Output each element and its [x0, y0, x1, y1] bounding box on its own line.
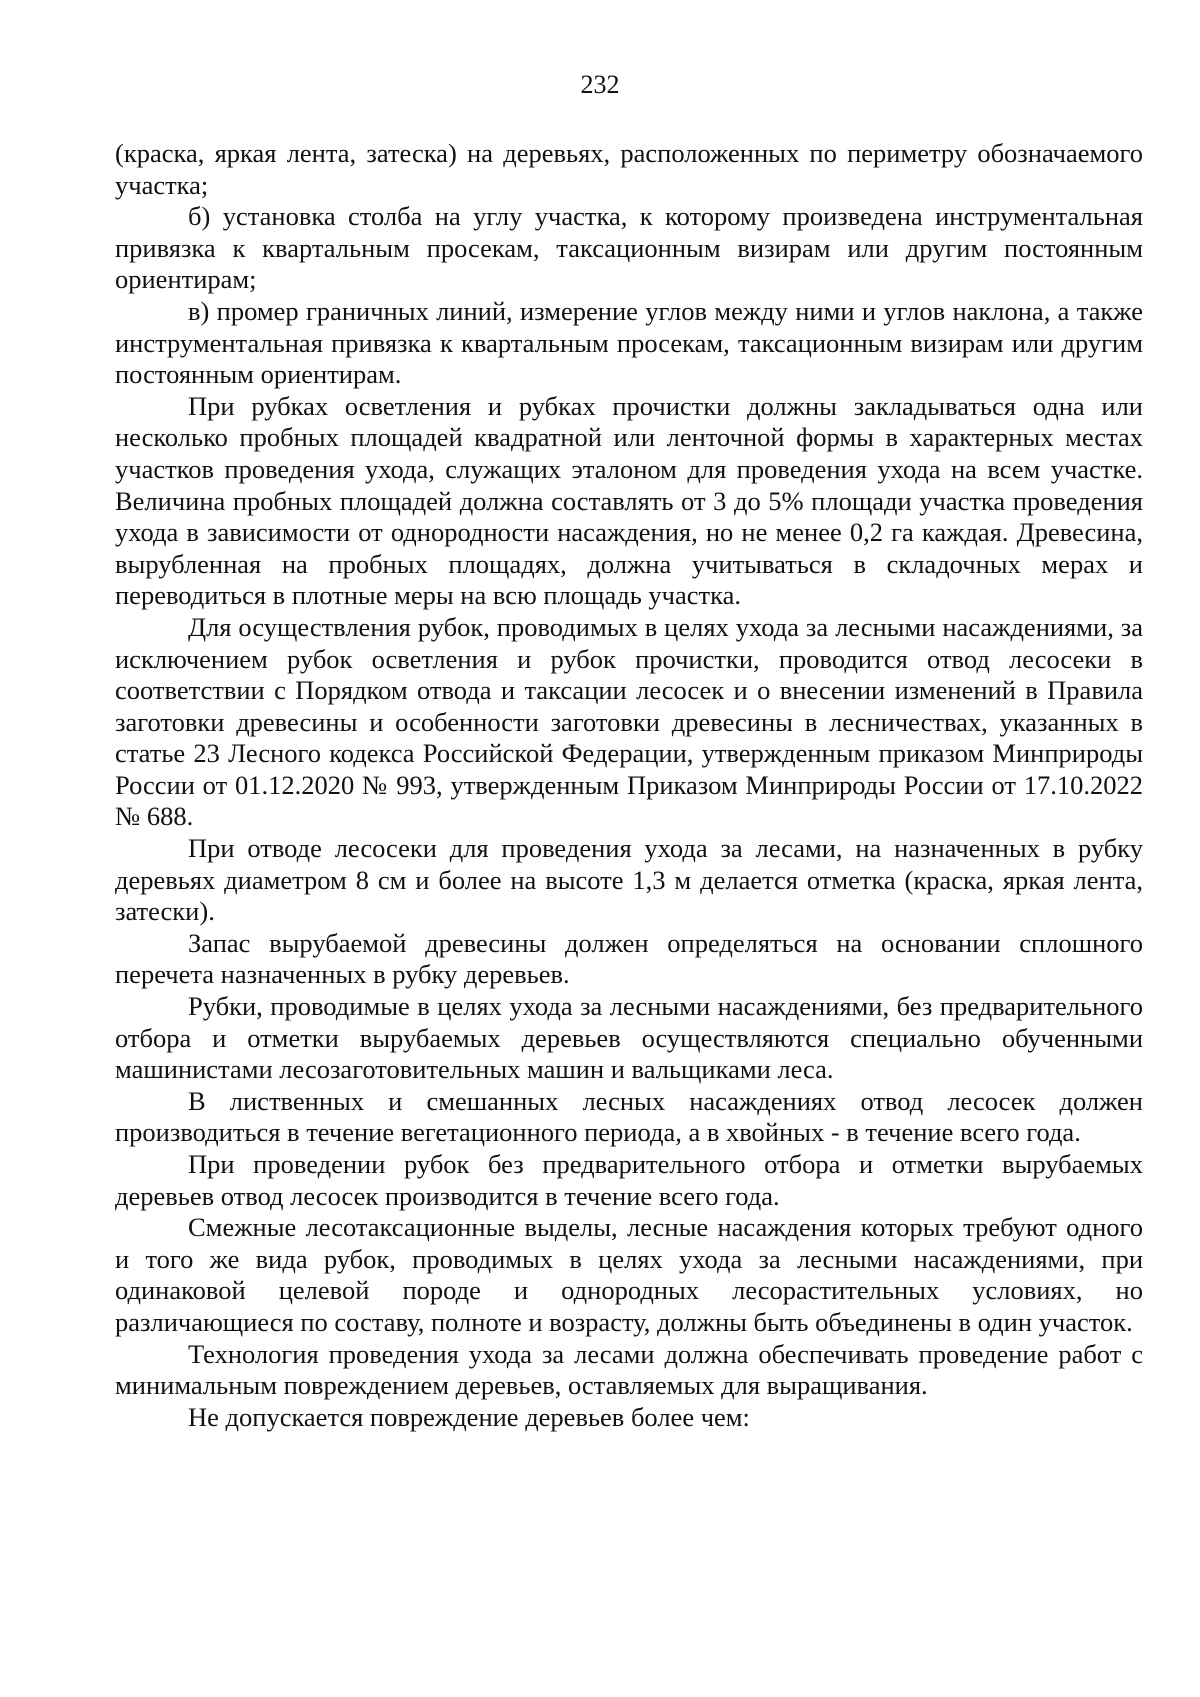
- paragraph-technology: Технология проведения ухода за лесами должна обеспечивать проведение работ с минимальным повреждением деревьев, оставляемых для выращивания.: [115, 1338, 1143, 1401]
- paragraph-sample-plots: При рубках осветления и рубках прочистки должны закладываться одна или несколько пробных площадей квадратной или ленточной формы в характерных местах участков проведения ухода, служащих эталоном для проведения ухода на всем участке. Величина пробных площадей должна составлять от 3 до 5% площади участка проведения ухода в зависимости от однородности насаждения, но не менее 0,2 га каждая. Древесина, вырубленная на пробных площадях, должна учитываться в складочных мерах и переводиться в плотные меры на всю площадь участка.: [115, 390, 1143, 611]
- paragraph-allotment-season: В лиственных и смешанных лесных насаждениях отвод лесосек должен производиться в течение вегетационного периода, а в хвойных - в течение всего года.: [115, 1085, 1143, 1148]
- page-number: 232: [580, 70, 620, 99]
- document-body: [115, 138, 1143, 1433]
- paragraph-adjacent-plots: Смежные лесотаксационные выделы, лесные насаждения которых требуют одного и того же вида рубок, проводимых в целях ухода за лесными насаждениями, при одинаковой целевой породе и однородных лесорастительных условиях, но различающиеся по составу, полноте и возрасту, должны быть объединены в один участок.: [115, 1212, 1143, 1337]
- paragraph-timber-stock: Запас вырубаемой древесины должен определяться на основании сплошного перечета назначенных в рубку деревьев.: [115, 927, 1143, 990]
- paragraph-continuation: (краска, яркая лента, затеска) на деревьях, расположенных по периметру обозначаемого участка;: [115, 138, 1143, 200]
- paragraph-damage-limit: Не допускается повреждение деревьев более чем:: [188, 1401, 750, 1432]
- paragraph-no-preselection: Рубки, проводимые в целях ухода за лесными насаждениями, без предварительного отбора и отметки вырубаемых деревьев осуществляются специально обученными машинистами лесозаготовительных машин и вальщиками леса.: [115, 991, 1143, 1085]
- paragraph-allotment-order: Для осуществления рубок, проводимых в целях ухода за лесными насаждениями, за исключением рубок осветления и рубок прочистки, проводится отвод лесосеки в соответствии с Порядком отвода и таксации лесосек и о внесении изменений в Правила заготовки древесины и особенности заготовки древесины в лесничествах, указанных в статье 23 Лесного кодекса Российской Федерации, утвержденным приказом Минприроды России от 01.12.2020 № 993, утвержденным Приказом Минприроды России от 17.10.2022 № 688.: [115, 611, 1143, 832]
- paragraph-item-b: б) установка столба на углу участка, к которому произведена инструментальная привязка к квартальным просекам, таксационным визирам или другим постоянным ориентирам;: [115, 201, 1143, 295]
- paragraph-tree-marking: При отводе лесосеки для проведения ухода за лесами, на назначенных в рубку деревьях диаметром 8 см и более на высоте 1,3 м делается отметка (краска, яркая лента, затески).: [115, 833, 1143, 927]
- paragraph-year-round: При проведении рубок без предварительного отбора и отметки вырубаемых деревьев отвод лесосек производится в течение всего года.: [115, 1149, 1143, 1211]
- paragraph-item-v: в) промер граничных линий, измерение углов между ними и углов наклона, а также инструментальная привязка к квартальным просекам, таксационным визирам или другим постоянным ориентирам.: [115, 295, 1143, 390]
